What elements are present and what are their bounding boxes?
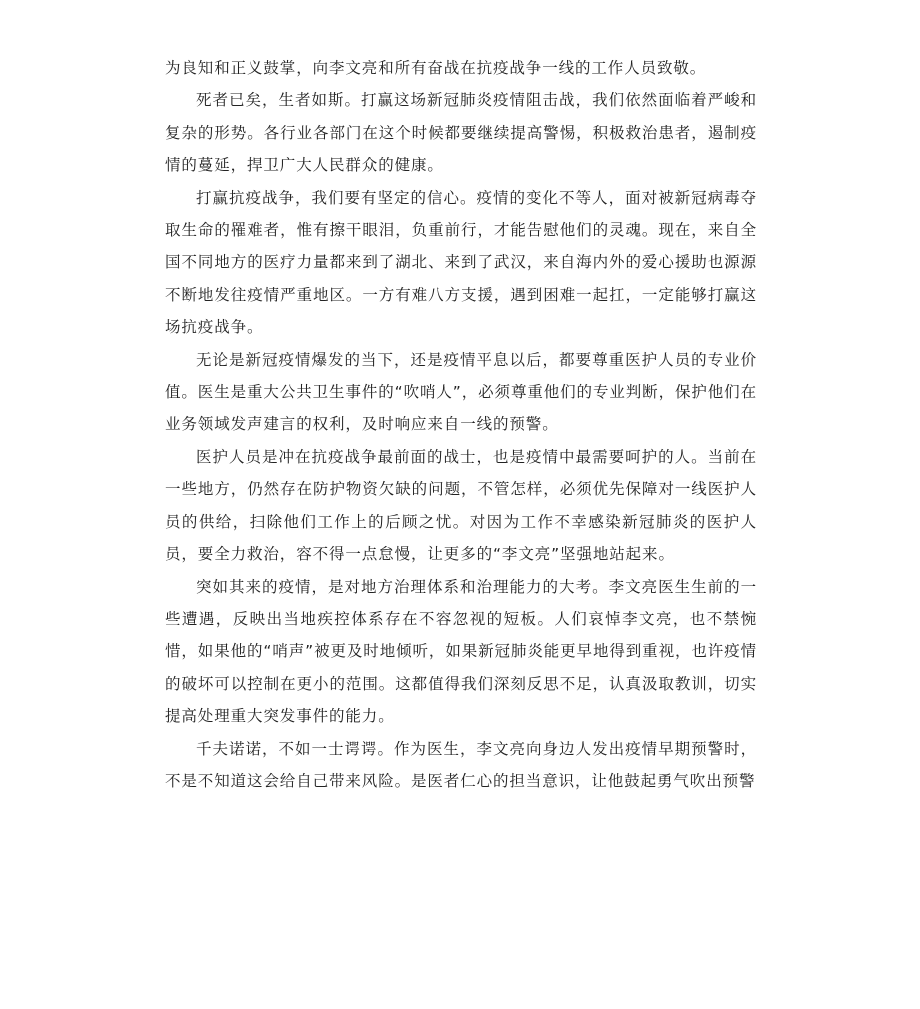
article-body bbox=[165, 52, 757, 797]
paragraph-3: 打赢抗疫战争，我们要有坚定的信心。疫情的变化不等人，面对被新冠病毒夺取生命的罹难者，惟有擦干眼泪，负重前行，才能告慰他们的灵魂。现在，来自全国不同地方的医疗力量都来到了湖北、来到了武汉，来自海内外的爱心援助也源源不断地发往疫情严重地区。一方有难八方支援，遇到困难一起扛，一定能够打赢这场抗疫战争。 bbox=[165, 188, 757, 337]
paragraph-2: 死者已矣，生者如斯。打赢这场新冠肺炎疫情阻击战，我们依然面临着严峻和复杂的形势。各行业各部门在这个时候都要继续提高警惕，积极救治患者，遏制疫情的蔓延，捍卫广大人民群众的健康。 bbox=[165, 91, 757, 175]
paragraph-7: 千夫诺诺，不如一士谔谔。作为医生，李文亮向身边人发出疫情早期预警时，不是不知道这会给自己带来风险。是医者仁心的担当意识，让他鼓起勇气吹出预警 bbox=[165, 739, 757, 790]
paragraph-4: 无论是新冠疫情爆发的当下，还是疫情平息以后，都要尊重医护人员的专业价值。医生是重大公共卫生事件的“吹哨人”，必须尊重他们的专业判断，保护他们在业务领域发声建言的权利，及时响应来自一线的预警。 bbox=[165, 350, 757, 434]
paragraph-5: 医护人员是冲在抗疫战争最前面的战士，也是疫情中最需要呵护的人。当前在一些地方，仍然存在防护物资欠缺的问题，不管怎样，必须优先保障对一线医护人员的供给，扫除他们工作上的后顾之忧。对因为工作不幸感染新冠肺炎的医护人员，要全力救治，容不得一点怠慢，让更多的“李文亮”坚强地站起来。 bbox=[165, 447, 757, 564]
paragraph-6: 突如其来的疫情，是对地方治理体系和治理能力的大考。李文亮医生生前的一些遭遇，反映出当地疾控体系存在不容忽视的短板。人们哀悼李文亮，也不禁惋惜，如果他的“哨声”被更及时地倾听，如果新冠肺炎能更早地得到重视，也许疫情的破坏可以控制在更小的范围。这都值得我们深刻反思不足，认真汲取教训，切实提高处理重大突发事件的能力。 bbox=[165, 577, 757, 726]
paragraph-continuation: 为良知和正义鼓掌，向李文亮和所有奋战在抗疫战争一线的工作人员致敬。 bbox=[165, 59, 707, 77]
